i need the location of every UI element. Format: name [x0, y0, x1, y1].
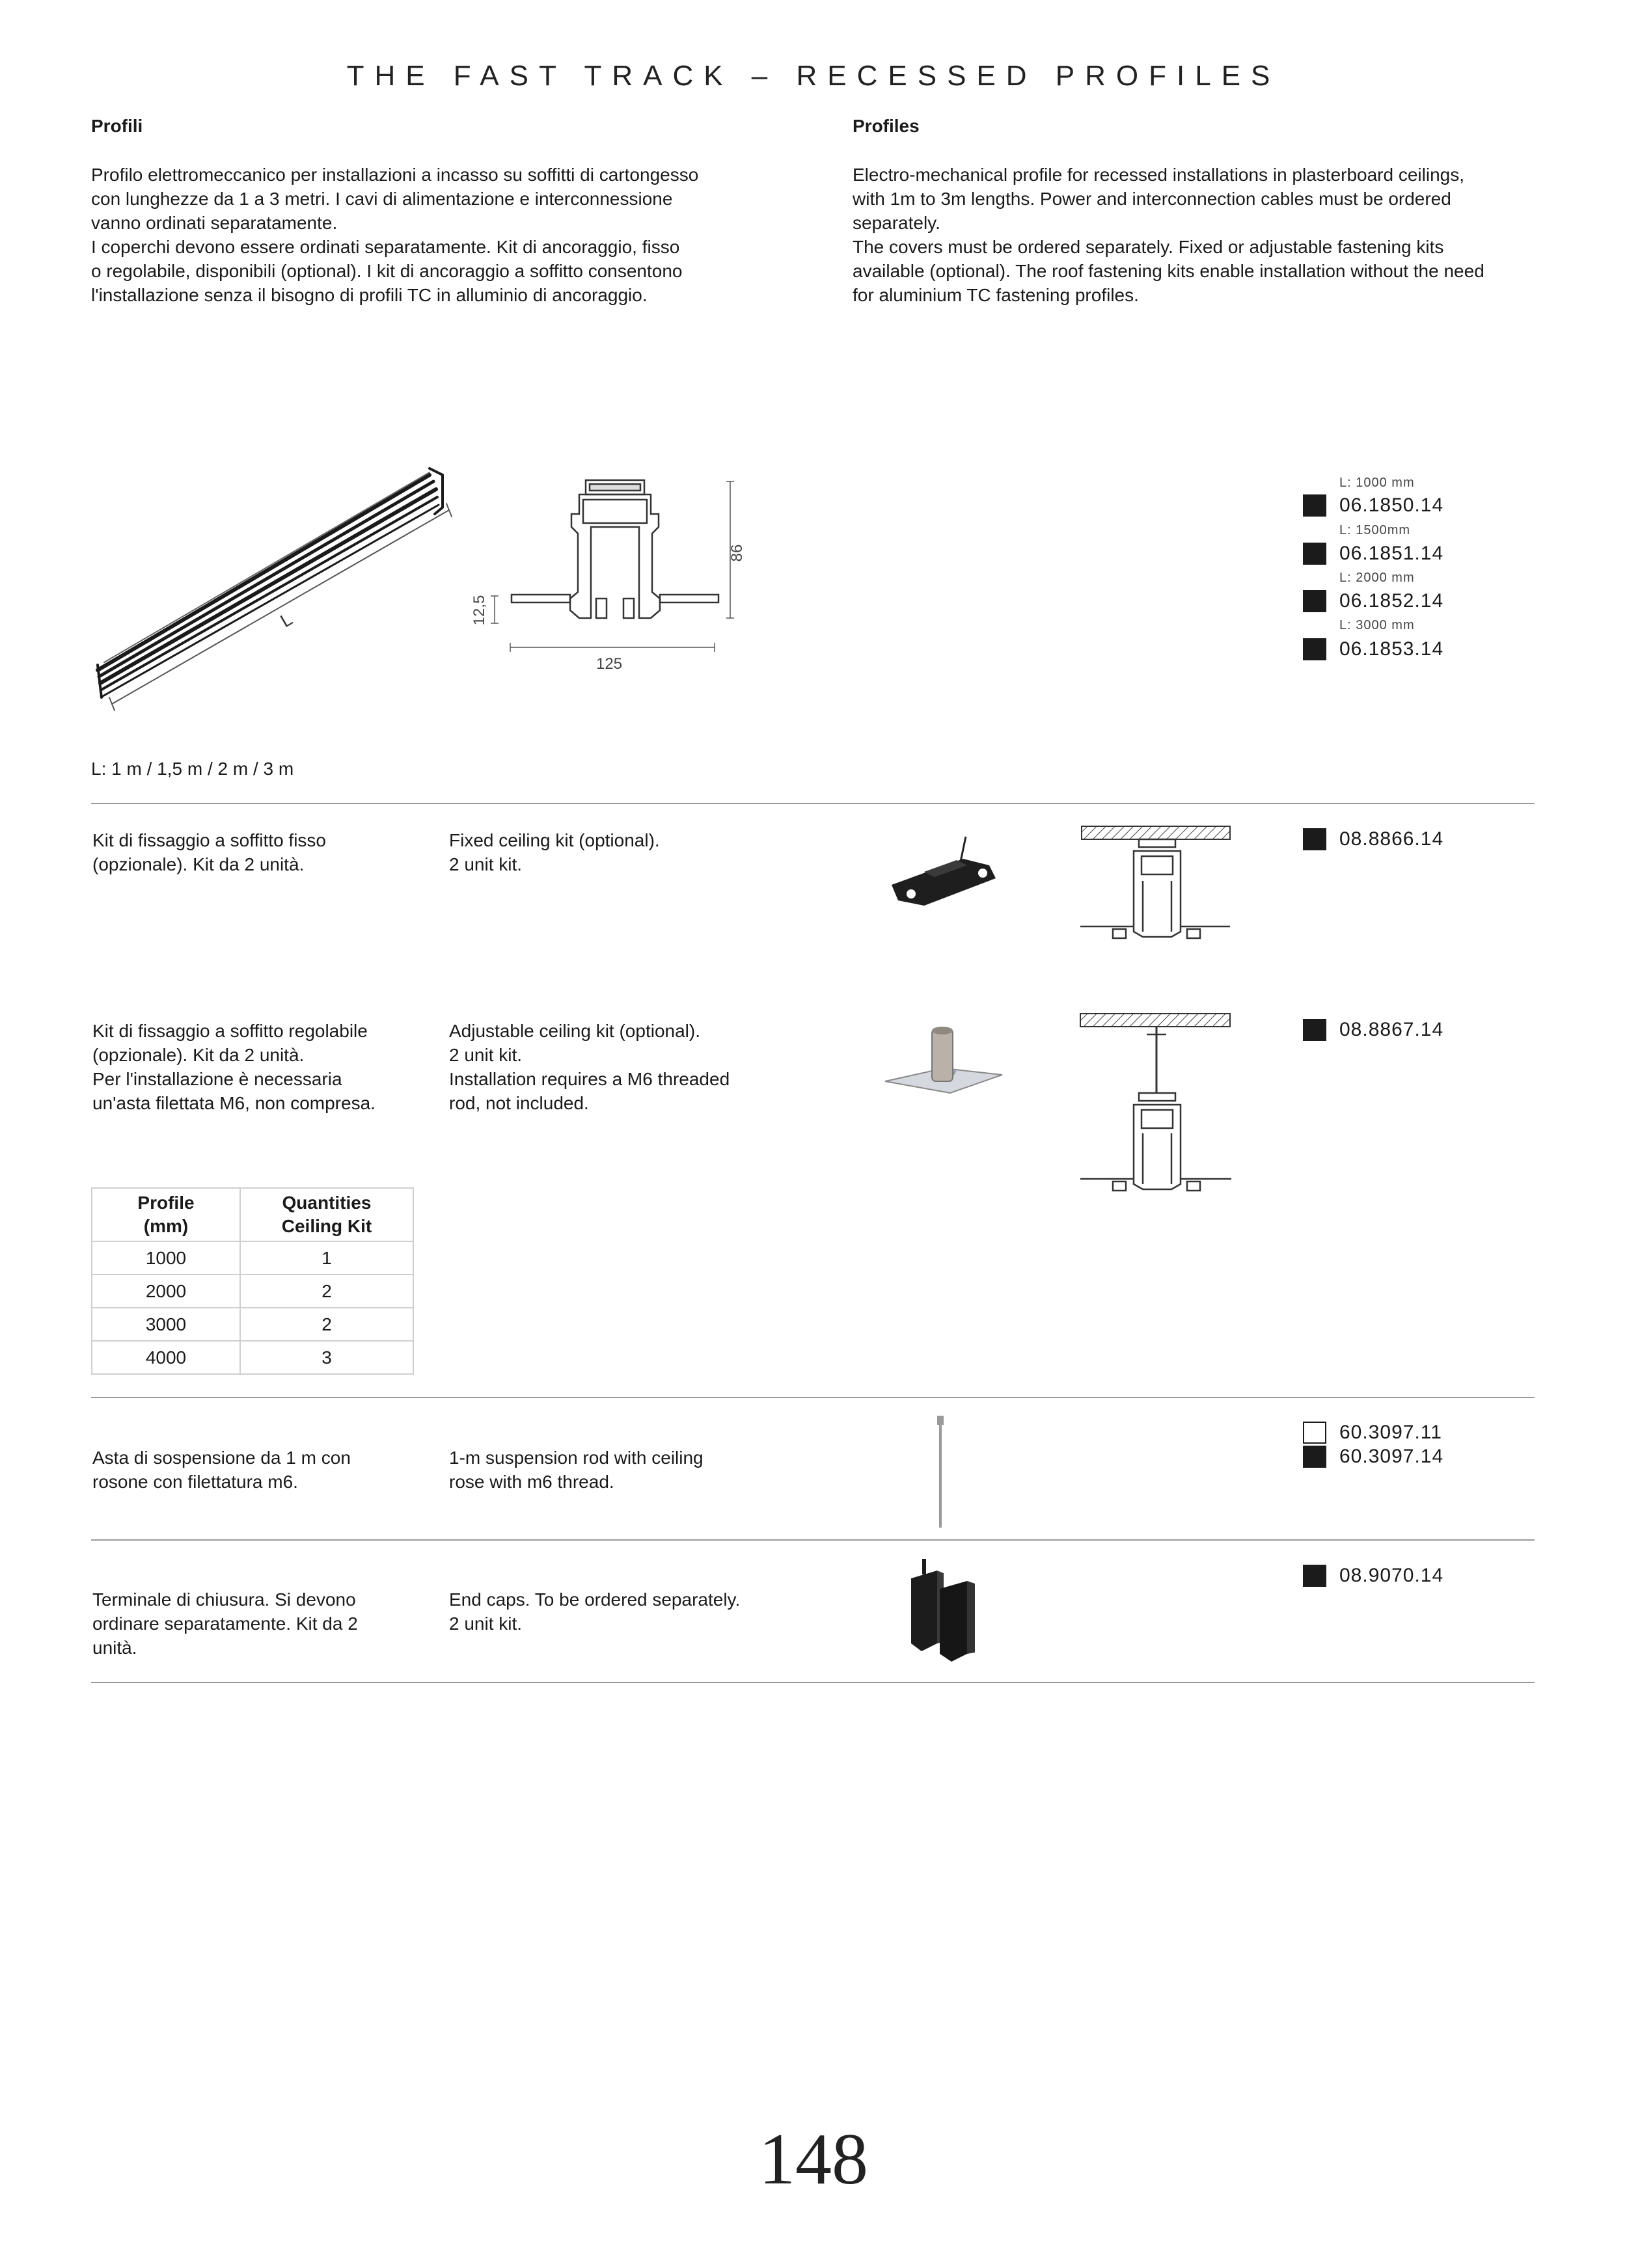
ceiling-kit-table	[91, 1187, 414, 1375]
table-cell: 2	[240, 1308, 413, 1341]
profile-section-drawing	[469, 468, 768, 677]
adjustable-kit-desc-it: Kit di fissaggio a soffitto regolabile (opzionale). Kit da 2 unità. Per l'installazione è necessaria un'asta filettata M6, non compresa.	[92, 1021, 376, 1113]
adjustable-kit-section-drawing	[1074, 1008, 1237, 1204]
table-cell: 1	[240, 1241, 413, 1275]
dim-height-label: 86	[728, 544, 746, 562]
table-cell: 3000	[92, 1308, 240, 1341]
adjustable-kit-image	[879, 1023, 1009, 1107]
suspension-rod-desc-it: Asta di sospensione da 1 m con rosone con filettatura m6.	[92, 1448, 351, 1492]
color-swatch-black	[1303, 1565, 1326, 1587]
dim-width-label: 125	[596, 655, 623, 673]
table-row	[92, 1308, 413, 1341]
divider	[91, 1397, 1535, 1398]
intro-body-it: Profilo elettromeccanico per installazioni a incasso su soffitti di cartongesso con lunghezze da 1 a 3 metri. I cavi di alimentazione e interconnessione vanno ordinati separatamente. I coperchi devono essere ordinati separatamente. Kit di ancoraggio, fisso o regolabile, disponibili (optional). I kit di ancoraggio a soffitto consentono l'installazione senza il bisogno di profili TC in alluminio di ancoraggio.	[91, 165, 699, 305]
table-header: Profile (mm)	[92, 1188, 240, 1241]
code-08-9070-14: 08.9070.14	[1339, 1565, 1444, 1586]
color-swatch-white	[1303, 1422, 1326, 1444]
table-row	[92, 1341, 413, 1374]
end-caps-image	[905, 1559, 989, 1663]
profile-length-1000: L: 1000 mm	[1339, 476, 1415, 490]
intro-heading-it: Profili	[91, 116, 143, 136]
code-60-3097-11: 60.3097.11	[1339, 1422, 1442, 1443]
end-caps-desc-en: End caps. To be ordered separately. 2 unit kit.	[449, 1589, 741, 1634]
profile-rail-image	[78, 455, 469, 716]
code-06-1850-14: 06.1850.14	[1339, 494, 1444, 516]
profile-length-3000: L: 3000 mm	[1339, 618, 1415, 632]
fixed-kit-image	[885, 833, 1002, 924]
table-cell: 4000	[92, 1341, 240, 1374]
divider	[91, 803, 1535, 804]
end-caps-desc-it: Terminale di chiusura. Si devono ordinare separatamente. Kit da 2 unità.	[92, 1589, 358, 1658]
divider	[91, 1539, 1535, 1541]
color-swatch-black	[1303, 1446, 1326, 1468]
adjustable-kit-desc-en: Adjustable ceiling kit (optional). 2 unit kit. Installation requires a M6 threaded rod, not included.	[449, 1021, 730, 1113]
fixed-kit-desc-it: Kit di fissaggio a soffitto fisso (opzionale). Kit da 2 unità.	[92, 830, 326, 874]
color-swatch-black	[1303, 494, 1326, 517]
table-cell: 2	[240, 1275, 413, 1308]
color-swatch-black	[1303, 828, 1326, 850]
profile-length-2000: L: 2000 mm	[1339, 571, 1415, 585]
color-swatch-black	[1303, 590, 1326, 612]
color-swatch-black	[1303, 543, 1326, 565]
intro-body-en: Electro-mechanical profile for recessed installations in plasterboard ceilings, with 1m to 3m lengths. Power and interconnection cables must be ordered separately. The covers must be ordered separately. Fixed or adjustable fastening kits available (optional). The roof fastening kits enable installation without the need for aluminium TC fastening profiles.	[853, 165, 1484, 305]
fixed-kit-desc-en: Fixed ceiling kit (optional). 2 unit kit.	[449, 830, 660, 874]
color-swatch-black	[1303, 1019, 1326, 1041]
page-number: 148	[759, 2119, 868, 2200]
page-title: THE FAST TRACK – RECESSED PROFILES	[346, 60, 1281, 92]
dim-flange-label: 12,5	[471, 595, 488, 626]
profile-length-1500: L: 1500mm	[1339, 523, 1411, 537]
suspension-rod-image	[931, 1413, 950, 1530]
code-06-1851-14: 06.1851.14	[1339, 543, 1444, 564]
table-header: Quantities Ceiling Kit	[240, 1188, 413, 1241]
suspension-rod-desc-en: 1-m suspension rod with ceiling rose with m6 thread.	[449, 1448, 704, 1492]
lengths-note: L: 1 m / 1,5 m / 2 m / 3 m	[91, 759, 294, 779]
code-06-1852-14: 06.1852.14	[1339, 590, 1444, 612]
intro-heading-en: Profiles	[853, 116, 920, 136]
code-08-8867-14: 08.8867.14	[1339, 1019, 1444, 1040]
divider	[91, 1682, 1535, 1683]
table-cell: 2000	[92, 1275, 240, 1308]
code-60-3097-14: 60.3097.14	[1339, 1446, 1444, 1467]
table-row	[92, 1241, 413, 1275]
table-row	[92, 1275, 413, 1308]
code-06-1853-14: 06.1853.14	[1339, 638, 1444, 660]
fixed-kit-section-drawing	[1074, 821, 1237, 951]
code-08-8866-14: 08.8866.14	[1339, 828, 1444, 850]
color-swatch-black	[1303, 638, 1326, 660]
table-cell: 1000	[92, 1241, 240, 1275]
table-cell: 3	[240, 1341, 413, 1374]
profile-length-label: L	[277, 608, 296, 632]
